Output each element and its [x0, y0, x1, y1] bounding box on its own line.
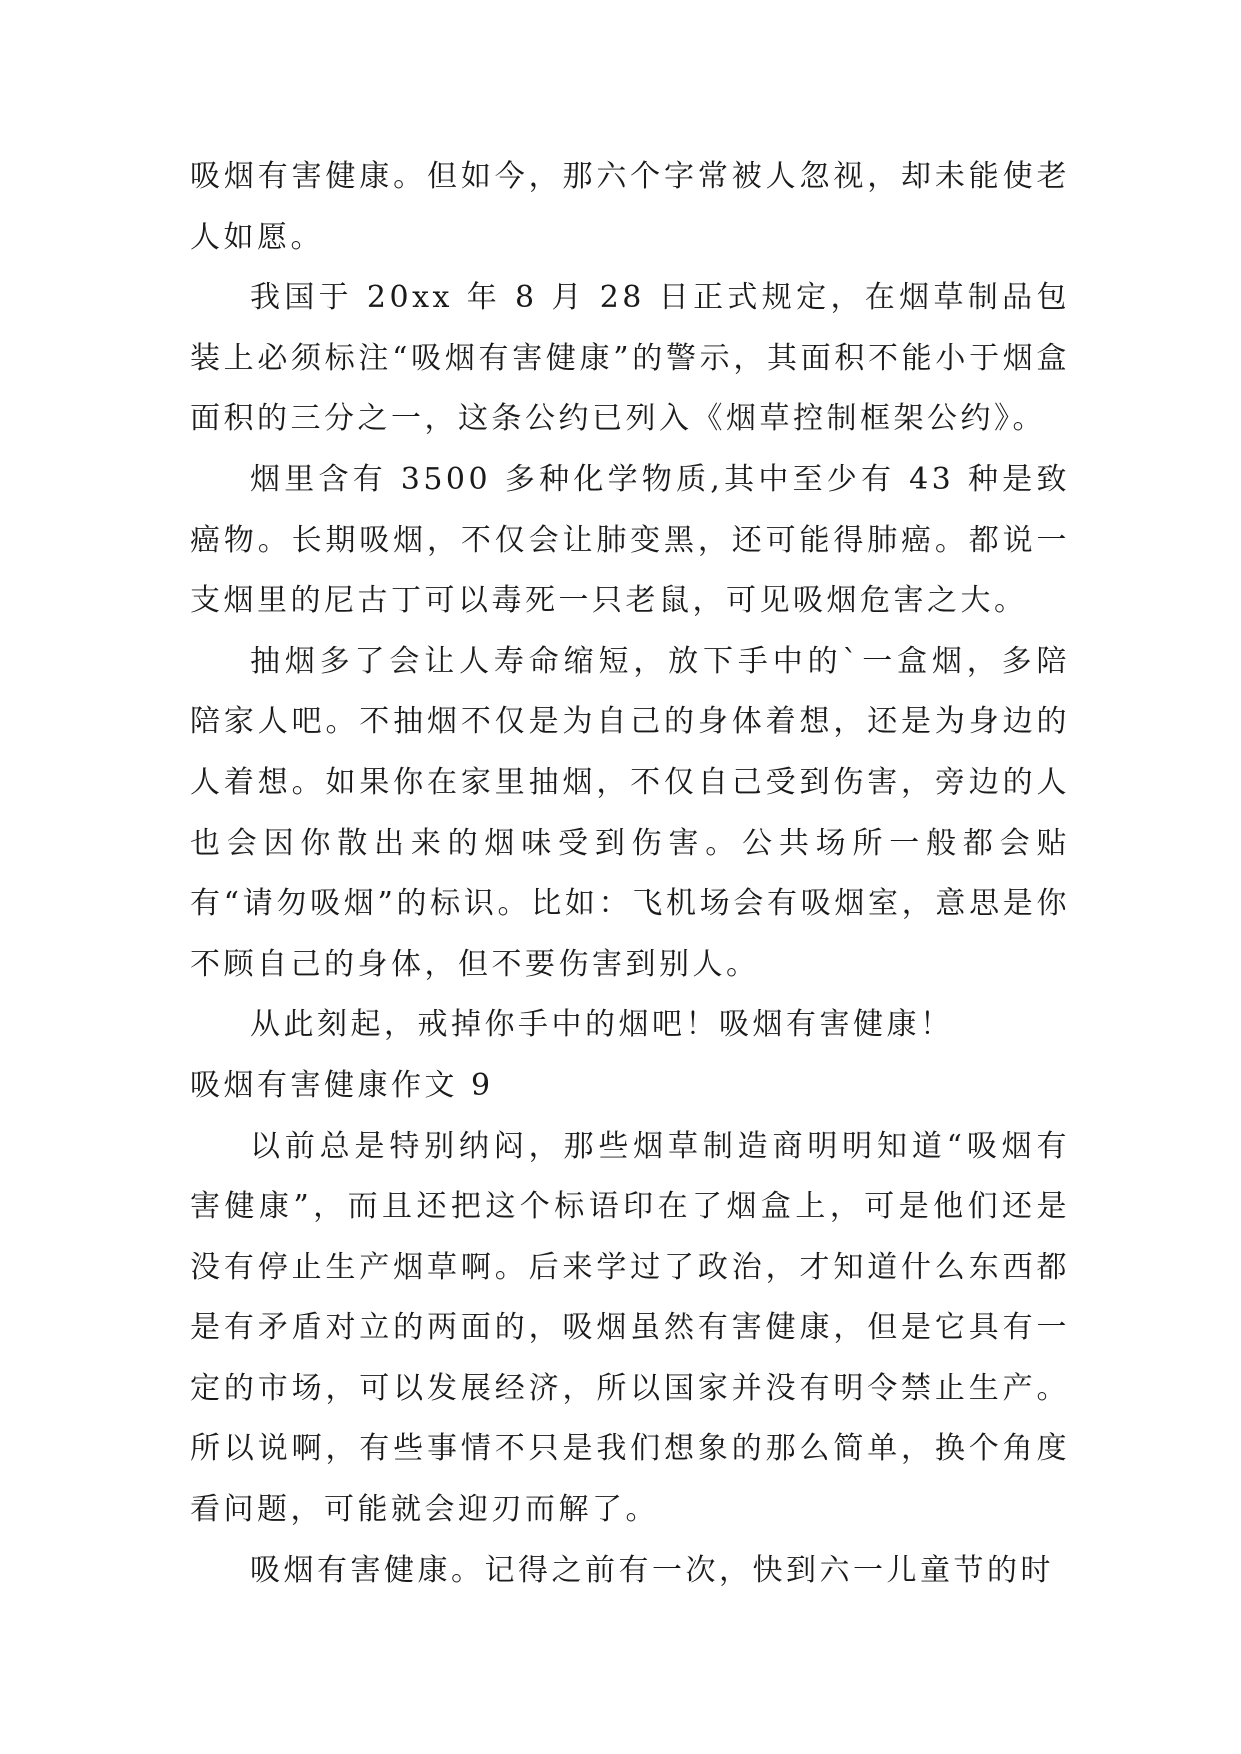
paragraph-chemicals: 烟里含有 3500 多种化学物质,其中至少有 43 种是致癌物。长期吸烟，不仅会让肺变黑，还可能得肺癌。都说一支烟里的尼古丁可以毒死一只老鼠，可见吸烟危害之大。	[190, 461, 1070, 619]
paragraph-manufacturers: 以前总是特别纳闷，那些烟草制造商明明知道“吸烟有害健康”，而且还把这个标语印在了烟盒上，可是他们还是没有停止生产烟草啊。后来学过了政治，才知道什么东西都是有矛盾对立的两面的，吸烟虽然有害健康，但是它具有一定的市场，可以发展经济，所以国家并没有明令禁止生产。所以说啊，有些事情不只是我们想象的那么简单，换个角度看问题，可能就会迎刃而解了。	[190, 1128, 1070, 1528]
paragraph-quit: 从此刻起，戒掉你手中的烟吧！吸烟有害健康！	[250, 1007, 954, 1043]
essay-heading: 吸烟有害健康作文 9	[190, 1067, 494, 1103]
paragraph-family: 抽烟多了会让人寿命缩短，放下手中的`一盒烟，多陪陪家人吧。不抽烟不仅是为自己的身体着想，还是为身边的人着想。如果你在家里抽烟，不仅自己受到伤害，旁边的人也会因你散出来的烟味受到伤害。公共场所一般都会贴有“请勿吸烟”的标识。比如：飞机场会有吸烟室，意思是你不顾自己的身体，但不要伤害到别人。	[190, 643, 1070, 982]
paragraph-regulation: 我国于 20xx 年 8 月 28 日正式规定，在烟草制品包装上必须标注“吸烟有害健康”的警示，其面积不能小于烟盒面积的三分之一，这条公约已列入《烟草控制框架公约》。	[190, 280, 1070, 437]
paragraph-continuation: 吸烟有害健康。但如今，那六个字常被人忽视，却未能使老人如愿。	[190, 159, 1070, 255]
paragraph-childrens-day: 吸烟有害健康。记得之前有一次，快到六一儿童节的时	[250, 1552, 1054, 1588]
document-body	[190, 147, 1070, 1601]
